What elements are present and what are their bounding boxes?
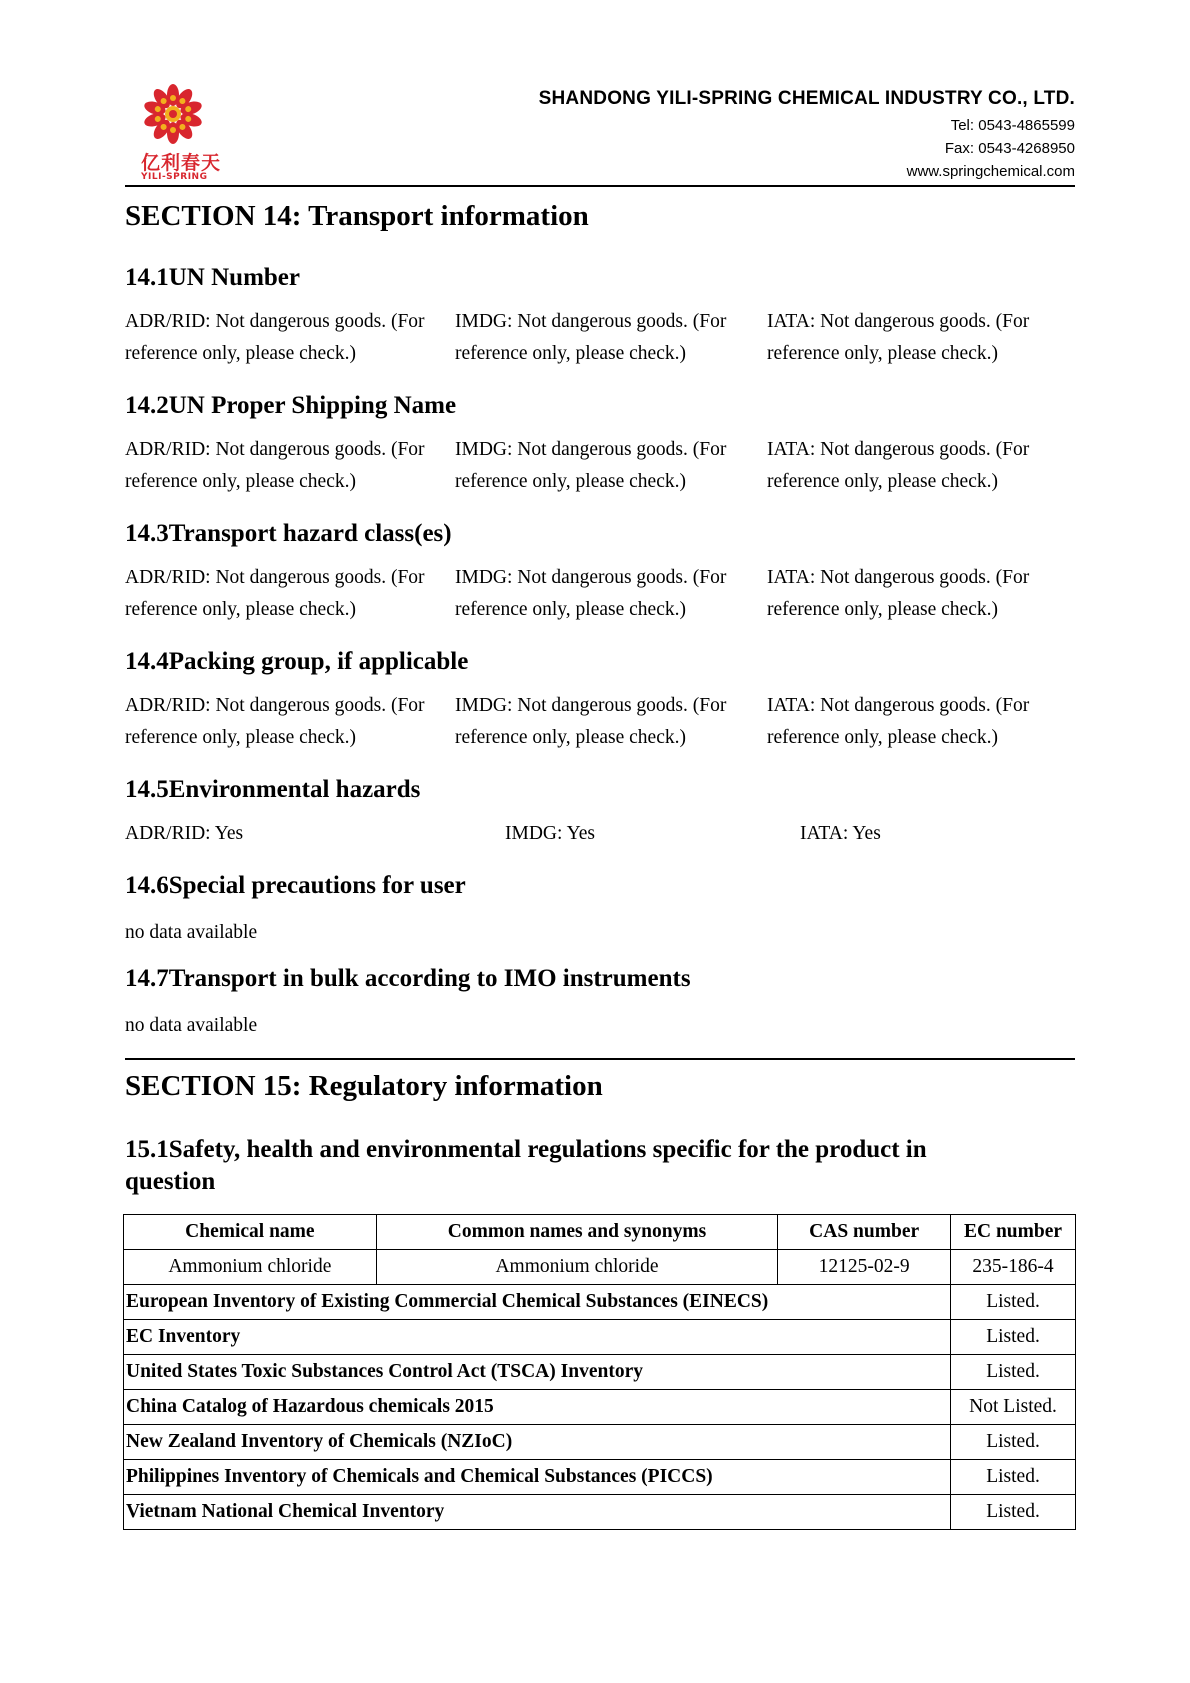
section-15-title: SECTION 15: Regulatory information [125, 1070, 603, 1102]
adr-text: ADR/RID: Not dangerous goods. (For [125, 695, 425, 716]
subsection-14-1-title: 14.1UN Number [125, 264, 300, 291]
imdg-text-cont: reference only, please check.) [455, 599, 686, 620]
iata-text: IATA: Not dangerous goods. (For [767, 695, 1030, 716]
synonym-cell: Ammonium chloride [376, 1250, 778, 1285]
subsection-14-5-title: 14.5Environmental hazards [125, 776, 421, 803]
table-row [124, 1495, 1076, 1530]
column-header: EC number [951, 1215, 1076, 1250]
adr-text-cont: reference only, please check.) [125, 343, 356, 364]
regulatory-table [123, 1214, 1076, 1530]
subsection-14-3-title: 14.3Transport hazard class(es) [125, 520, 452, 547]
cas-number-cell: 12125-02-9 [778, 1250, 951, 1285]
inventory-status: Listed. [951, 1320, 1076, 1355]
column-header: Chemical name [124, 1215, 377, 1250]
inventory-name: New Zealand Inventory of Chemicals (NZIoC) [124, 1425, 951, 1460]
company-info [539, 88, 1075, 183]
inventory-name: European Inventory of Existing Commercial Chemical Substances (EINECS) [124, 1285, 951, 1320]
iata-text-cont: reference only, please check.) [767, 343, 998, 364]
document-page [125, 0, 1075, 1683]
subsection-14-4-title: 14.4Packing group, if applicable [125, 648, 469, 675]
inventory-status: Listed. [951, 1285, 1076, 1320]
table-row [124, 1250, 1076, 1285]
table-row [124, 1285, 1076, 1320]
company-tel: Tel: 0543-4865599 [950, 117, 1075, 134]
inventory-name: China Catalog of Hazardous chemicals 2015 [124, 1390, 951, 1425]
iata-text-cont: reference only, please check.) [767, 727, 998, 748]
imdg-text: IMDG: Not dangerous goods. (For [455, 695, 727, 716]
iata-text: IATA: Not dangerous goods. (For [767, 439, 1030, 460]
inventory-name: Vietnam National Chemical Inventory [124, 1495, 951, 1530]
table-row [124, 1425, 1076, 1460]
inventory-status: Listed. [951, 1460, 1076, 1495]
subsection-14-6-title: 14.6Special precautions for user [125, 872, 466, 899]
logo-english-text: YILI-SPRING [141, 172, 208, 182]
inventory-name: United States Toxic Substances Control Act (TSCA) Inventory [124, 1355, 951, 1390]
section-14-title: SECTION 14: Transport information [125, 200, 589, 232]
subsection-14-7-text: no data available [125, 1015, 258, 1036]
section-divider [125, 1058, 1075, 1060]
adr-text-cont: reference only, please check.) [125, 471, 356, 492]
flower-logo-icon [136, 84, 206, 144]
adr-text: ADR/RID: Not dangerous goods. (For [125, 311, 425, 332]
imdg-text: IMDG: Yes [505, 823, 595, 844]
adr-text: ADR/RID: Yes [125, 823, 244, 844]
imdg-text-cont: reference only, please check.) [455, 471, 686, 492]
subsection-15-1-title-line2: question [125, 1168, 216, 1195]
subsection-15-1-title [125, 1134, 1075, 1198]
table-row [124, 1355, 1076, 1390]
iata-text-cont: reference only, please check.) [767, 599, 998, 620]
column-header: CAS number [778, 1215, 951, 1250]
adr-text: ADR/RID: Not dangerous goods. (For [125, 567, 425, 588]
imdg-text-cont: reference only, please check.) [455, 727, 686, 748]
imdg-text: IMDG: Not dangerous goods. (For [455, 567, 727, 588]
imdg-text-cont: reference only, please check.) [455, 343, 686, 364]
company-website[interactable]: www.springchemical.com [906, 163, 1075, 180]
logo-chinese-text: 亿利春天 [141, 152, 222, 174]
iata-text-cont: reference only, please check.) [767, 471, 998, 492]
inventory-status: Listed. [951, 1425, 1076, 1460]
inventory-name: Philippines Inventory of Chemicals and Chemical Substances (PICCS) [124, 1460, 951, 1495]
company-name: SHANDONG YILI-SPRING CHEMICAL INDUSTRY CO., LTD. [538, 88, 1075, 109]
iata-text: IATA: Not dangerous goods. (For [767, 567, 1030, 588]
subsection-14-2-title: 14.2UN Proper Shipping Name [125, 392, 457, 419]
table-row [124, 1460, 1076, 1495]
imdg-text: IMDG: Not dangerous goods. (For [455, 311, 727, 332]
iata-text: IATA: Not dangerous goods. (For [767, 311, 1030, 332]
adr-text-cont: reference only, please check.) [125, 727, 356, 748]
adr-text: ADR/RID: Not dangerous goods. (For [125, 439, 425, 460]
column-header: Common names and synonyms [376, 1215, 778, 1250]
chemical-name-cell: Ammonium chloride [124, 1250, 377, 1285]
table-header-row [124, 1215, 1076, 1250]
table-row [124, 1320, 1076, 1355]
iata-text: IATA: Yes [800, 823, 881, 844]
adr-text-cont: reference only, please check.) [125, 599, 356, 620]
ec-number-cell: 235-186-4 [951, 1250, 1076, 1285]
subsection-14-7-title: 14.7Transport in bulk according to IMO instruments [125, 965, 691, 992]
table-row [124, 1390, 1076, 1425]
inventory-status: Listed. [951, 1355, 1076, 1390]
company-fax: Fax: 0543-4268950 [944, 140, 1075, 157]
subsection-15-1-title-line1: 15.1Safety, health and environmental regulations specific for the product in [125, 1136, 927, 1163]
subsection-14-6-text: no data available [125, 922, 258, 943]
header-divider [125, 185, 1075, 187]
inventory-status: Not Listed. [951, 1390, 1076, 1425]
inventory-name: EC Inventory [124, 1320, 951, 1355]
imdg-text: IMDG: Not dangerous goods. (For [455, 439, 727, 460]
inventory-status: Listed. [951, 1495, 1076, 1530]
